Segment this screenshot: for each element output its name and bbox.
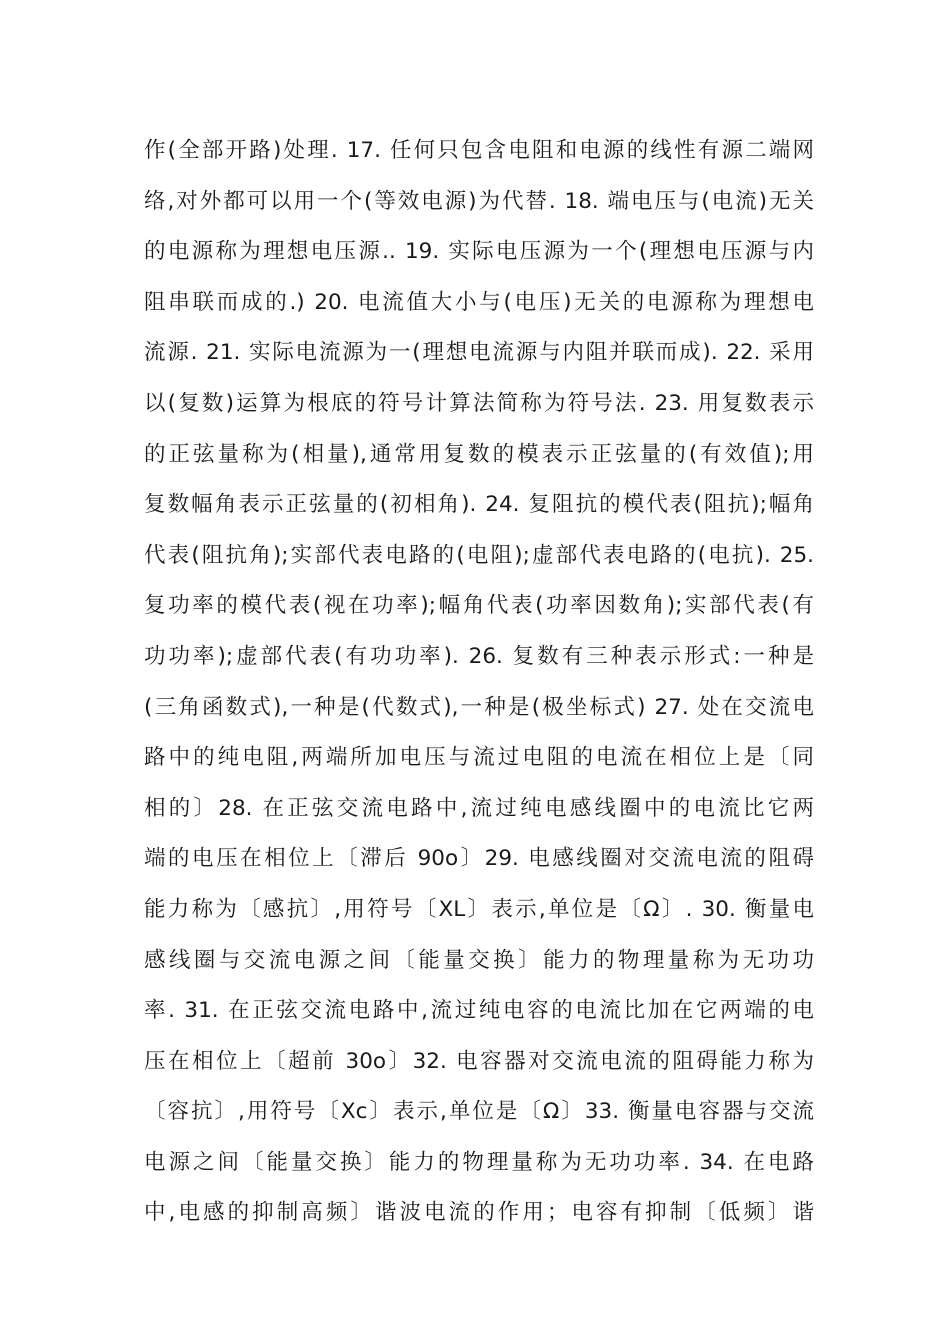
text-line: 代表(阻抗角);实部代表电路的(电阻);虚部代表电路的(电抗). 25. xyxy=(144,542,814,568)
text-line: 以(复数)运算为根底的符号计算法简称为符号法. 23. 用复数表示 xyxy=(144,390,814,416)
text-line: 〔容抗〕,用符号〔Xc〕表示,单位是〔Ω〕33. 衡量电容器与交流 xyxy=(144,1099,814,1125)
text-line: 中,电感的抑制高频〕谐波电流的作用；电容有抑制〔低频〕谐 xyxy=(144,1200,814,1226)
text-line: 复数幅角表示正弦量的(初相角). 24. 复阻抗的模代表(阻抗);幅角 xyxy=(144,492,814,518)
text-line: 感线圈与交流电源之间〔能量交换〕能力的物理量称为无功功 xyxy=(144,947,814,973)
text-line: 复功率的模代表(视在功率);幅角代表(功率因数角);实部代表(有 xyxy=(144,593,814,619)
text-line: 电源之间〔能量交换〕能力的物理量称为无功功率. 34. 在电路 xyxy=(144,1149,814,1175)
text-line: 压在相位上〔超前 30o〕32. 电容器对交流电流的阻碍能力称为 xyxy=(144,1048,814,1074)
text-line: 的电源称为理想电压源.. 19. 实际电压源为一个(理想电压源与内 xyxy=(144,239,814,265)
text-line: 率. 31. 在正弦交流电路中,流过纯电容的电流比加在它两端的电 xyxy=(144,998,814,1024)
body-text xyxy=(144,126,814,1239)
text-line: 络,对外都可以用一个(等效电源)为代替. 18. 端电压与(电流)无关 xyxy=(144,188,814,214)
text-line: (三角函数式),一种是(代数式),一种是(极坐标式) 27. 处在交流电 xyxy=(144,694,814,720)
text-line: 的正弦量称为(相量),通常用复数的模表示正弦量的(有效值);用 xyxy=(144,441,814,467)
text-line: 能力称为〔感抗〕,用符号〔XL〕表示,单位是〔Ω〕. 30. 衡量电 xyxy=(144,896,814,922)
text-line: 相的〕28. 在正弦交流电路中,流过纯电感线圈中的电流比它两 xyxy=(144,795,814,821)
text-line: 路中的纯电阻,两端所加电压与流过电阻的电流在相位上是〔同 xyxy=(144,745,814,771)
text-line: 功功率);虚部代表(有功功率). 26. 复数有三种表示形式:一种是 xyxy=(144,643,814,669)
text-line: 阻串联而成的.) 20. 电流值大小与(电压)无关的电源称为理想电 xyxy=(144,289,814,315)
text-line: 作(全部开路)处理. 17. 任何只包含电阻和电源的线性有源二端网 xyxy=(144,138,814,163)
text-line: 端的电压在相位上〔滞后 90o〕29. 电感线圈对交流电流的阻碍 xyxy=(144,846,814,872)
text-line: 流源. 21. 实际电流源为一(理想电流源与内阻并联而成). 22. 采用 xyxy=(144,340,814,366)
